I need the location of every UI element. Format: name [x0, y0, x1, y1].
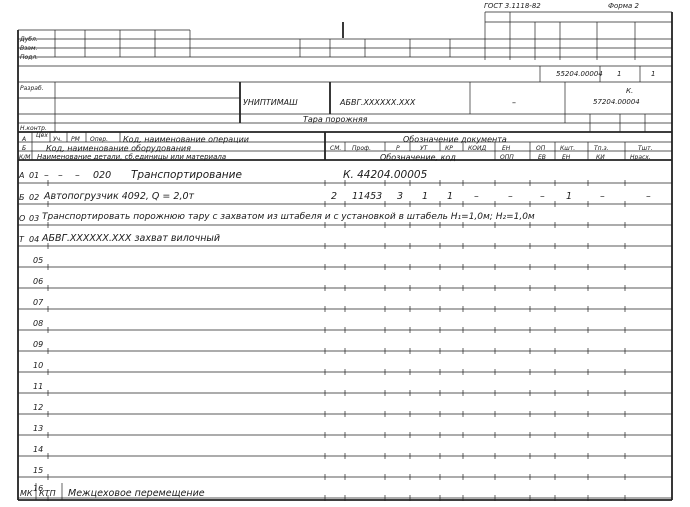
legend-km-code: Обозначение, код — [380, 153, 456, 162]
k-number: 57204.00004 — [593, 98, 640, 106]
row-number: 13 — [33, 424, 44, 433]
legend-a-doc: Обозначение документа — [403, 135, 507, 144]
sheet-number: 1 — [617, 70, 622, 78]
legend-b-ut: УТ — [420, 145, 428, 152]
row-prefix: О — [19, 214, 26, 223]
footer-ktp: КТП — [39, 489, 56, 498]
row-number: 15 — [33, 466, 44, 475]
legend-km-key: К/М — [19, 154, 31, 161]
legend-b-ksht: Кшт. — [560, 145, 576, 152]
row-prof: 11453 — [352, 191, 383, 202]
legend-b-tsht: Тшт. — [638, 145, 653, 152]
row-number: 04 — [29, 235, 40, 244]
legend-b-en: ЕН — [502, 145, 511, 152]
footer-title: Межцеховое перемещение — [68, 488, 205, 499]
legend-km-nrash: Нрасх. — [630, 154, 651, 161]
row-ut: 1 — [422, 191, 429, 202]
legend-km-ev: ЕВ — [538, 154, 546, 161]
legend-b-koid: КОИД — [468, 145, 487, 152]
legend-km-opp: ОПП — [500, 154, 514, 161]
row-prefix: А — [19, 171, 25, 180]
organization-name: УНИПТИМАШ — [243, 98, 298, 107]
legend-b-key: Б — [22, 145, 27, 152]
row-en: – — [508, 191, 513, 202]
footer-mk: МК — [20, 489, 33, 498]
label-vzam: Взам. — [20, 45, 38, 52]
row-tsht: – — [646, 191, 651, 202]
label-podl: Подл. — [20, 54, 39, 61]
legend-a-rm: РМ — [71, 136, 80, 143]
row-tpz: – — [600, 191, 605, 202]
standard-number: ГОСТ 3.1118-82 — [484, 2, 541, 10]
row-number: 01 — [29, 171, 40, 180]
row-kr: 1 — [447, 191, 454, 202]
label-n-kontr: Н.контр. — [20, 125, 47, 132]
form-number: Форма 2 — [608, 2, 640, 10]
row-ksht: 1 — [566, 191, 573, 202]
product-name: Тара порожняя — [303, 115, 368, 124]
row-number: 11 — [33, 382, 44, 391]
row-koid: – — [474, 191, 479, 202]
row-op: – — [540, 191, 545, 202]
row-number: 14 — [33, 445, 44, 454]
row-number: 07 — [33, 298, 44, 307]
legend-b-prof: Проф. — [352, 145, 372, 152]
row-r: 3 — [397, 191, 404, 202]
legend-b-kr: КР — [445, 145, 453, 152]
legend-b-sm: СМ. — [330, 145, 342, 152]
row-number: 12 — [33, 403, 44, 412]
row-equipment-name: Автопогрузчик 4092, Q = 2,0т — [44, 191, 195, 202]
label-razrab: Разраб. — [20, 85, 44, 92]
sheet-total: 1 — [651, 70, 656, 78]
legend-b-tpz: Тп.з. — [594, 145, 609, 152]
legend-km-en: ЕН — [562, 154, 571, 161]
row-number: 10 — [33, 361, 44, 370]
row-number: 16 — [33, 484, 44, 493]
legend-km-text: Наименование детали, сб.единицы или материала — [37, 153, 227, 161]
row-operation-text: Транспортировать порожнюю тару с захватом из штабеля и с установкой в штабель H₁=1,0м; H₂=1,0м — [42, 212, 535, 222]
legend-a-key: А — [22, 136, 27, 143]
legend-a-ceh: Цех — [36, 132, 48, 139]
legend-b-text: Код, наименование оборудования — [46, 144, 191, 153]
doc-number-top: 55204.00004 — [556, 70, 603, 78]
k-letter: К. — [626, 87, 634, 95]
row-prefix: Т — [19, 235, 24, 244]
row-number: 09 — [33, 340, 44, 349]
legend-b-op: ОП — [536, 145, 546, 152]
dash-cell: – — [512, 98, 516, 107]
document-code: АБВГ.XXXXXX.XXX — [340, 98, 416, 107]
row-tooling-text: АБВГ.XXXXXX.XXX захват вилочный — [42, 233, 221, 244]
row-uch: – — [58, 170, 63, 181]
row-number: 05 — [33, 256, 44, 265]
row-ceh: – — [44, 170, 49, 181]
row-rm: – — [75, 170, 80, 181]
row-doc-code: К. 44204.00005 — [343, 169, 428, 181]
row-number: 08 — [33, 319, 44, 328]
legend-a-uch: Уч. — [53, 136, 63, 143]
row-oper: 020 — [93, 170, 112, 181]
row-prefix: Б — [19, 193, 25, 202]
row-number: 06 — [33, 277, 44, 286]
row-number: 02 — [29, 193, 40, 202]
label-dubl: Дубл. — [20, 36, 38, 43]
row-number: 03 — [29, 214, 40, 223]
row-operation-name: Транспортирование — [131, 169, 242, 181]
legend-b-r: Р — [396, 145, 400, 152]
legend-km-ki: КИ — [596, 154, 605, 161]
row-sm: 2 — [331, 191, 338, 202]
legend-a-text: Код, наименование операции — [123, 135, 249, 144]
legend-a-oper: Опер. — [90, 136, 109, 143]
